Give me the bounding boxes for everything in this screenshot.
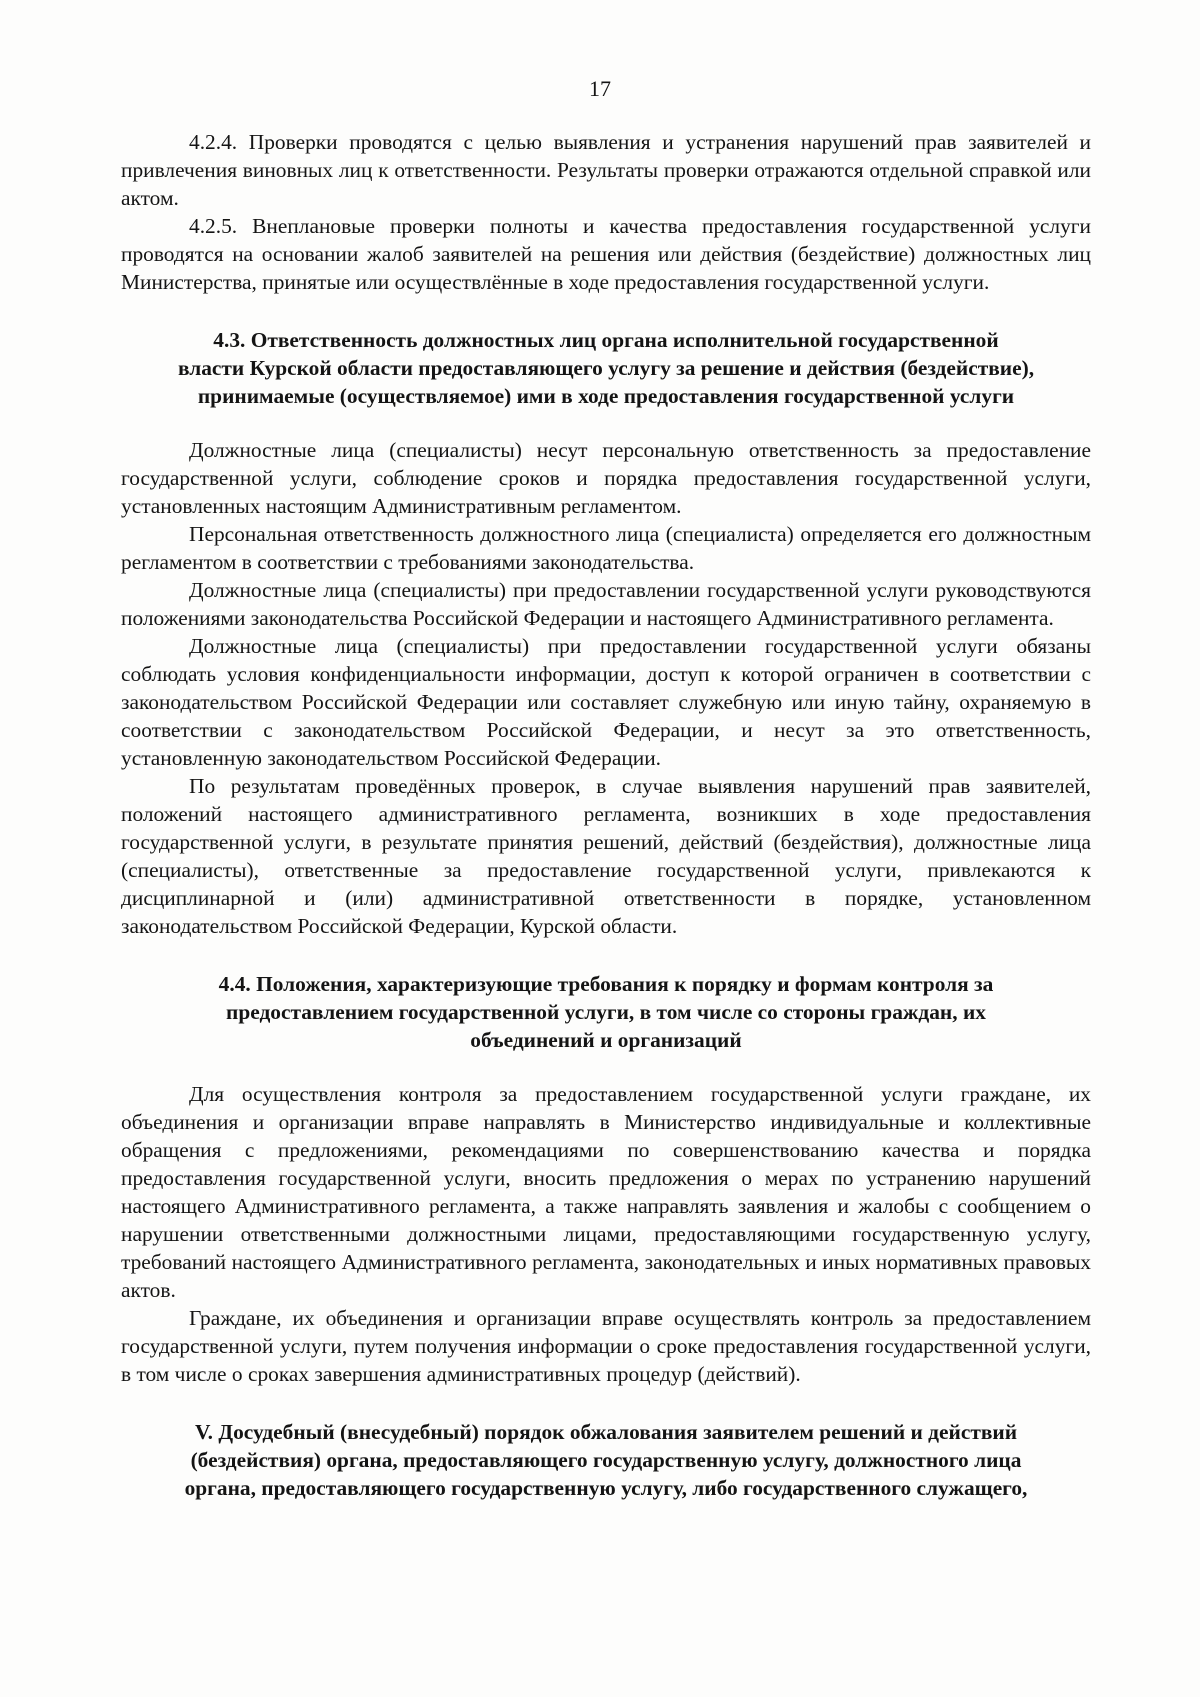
page-number: 17: [589, 76, 611, 101]
paragraph-4-2-5: 4.2.5. Внеплановые проверки полноты и качества предоставления государственной услуги проводятся на основании жалоб заявителей на решения или действия (бездействие) должностных лиц Министерства, принятые или осуществлённые в ходе предоставления государственной услуги.: [121, 214, 1091, 294]
paragraph-4-4-1: Для осуществления контроля за предоставлением государственной услуги граждане, их объединения и организации вправе направлять в Министерство индивидуальные и коллективные обращения с предложениями, рекомендациями по совершенствованию качества и порядка предоставления государственной услуги, вносить предложения о мерах по устранению нарушений настоящего Административного регламента, а также направлять заявления и жалобы с сообщением о нарушении ответственными должностными лицами, предоставляющими государственную услугу, требований настоящего Административного регламента, законодательных и иных нормативных правовых актов.: [121, 1082, 1091, 1302]
heading-line: (бездействия) органа, предоставляющего государственную услугу, должностного лица: [190, 1448, 1022, 1472]
section-5-heading: [121, 1418, 1091, 1502]
spacer: [121, 1054, 1091, 1080]
heading-line: предоставлением государственной услуги, в том числе со стороны граждан, их: [226, 1000, 986, 1024]
spacer: [121, 410, 1091, 436]
paragraph-4-2-4: 4.2.4. Проверки проводятся с целью выявления и устранения нарушений прав заявителей и привлечения виновных лиц к ответственности. Результаты проверки отражаются отдельной справкой или актом.: [121, 130, 1091, 210]
heading-line: объединений и организаций: [470, 1028, 742, 1052]
section-4-4-heading: [121, 970, 1091, 1054]
spacer: [121, 940, 1091, 970]
heading-line: органа, предоставляющего государственную услугу, либо государственного служащего,: [184, 1476, 1028, 1500]
spacer: [121, 296, 1091, 326]
heading-line: принимаемые (осуществляемое) ими в ходе предоставления государственной услуги: [197, 384, 1015, 408]
paragraph-4-3-5: По результатам проведённых проверок, в случае выявления нарушений прав заявителей, положений настоящего административного регламента, возникших в ходе предоставления государственной услуги, в результате принятия решений, действий (бездействия), должностные лица (специалисты), ответственные за предоставление государственной услуги, привлекаются к дисциплинарной и (или) административной ответственности в порядке, установленном законодательством Российской Федерации, Курской области.: [121, 774, 1091, 938]
heading-line: 4.4. Положения, характеризующие требования к порядку и формам контроля за: [218, 972, 994, 996]
spacer: [121, 1388, 1091, 1418]
document-body: [121, 128, 1091, 1502]
paragraph-4-3-1: Должностные лица (специалисты) несут персональную ответственность за предоставление государственной услуги, соблюдение сроков и порядка предоставления государственной услуги, установленных настоящим Административным регламентом.: [121, 438, 1091, 518]
heading-line: 4.3. Ответственность должностных лиц органа исполнительной государственной: [213, 328, 999, 352]
paragraph-4-3-4: Должностные лица (специалисты) при предоставлении государственной услуги обязаны соблюдать условия конфиденциальности информации, доступ к которой ограничен в соответствии с законодательством Российской Федерации или составляет служебную или иную тайну, охраняемую в соответствии с законодательством Российской Федерации, и несут за это ответственность, установленную законодательством Российской Федерации.: [121, 634, 1091, 770]
section-4-3-heading: [121, 326, 1091, 410]
heading-line: V. Досудебный (внесудебный) порядок обжалования заявителем решений и действий: [194, 1420, 1018, 1444]
paragraph-4-4-2: Граждане, их объединения и организации вправе осуществлять контроль за предоставлением государственной услуги, путем получения информации о сроке предоставления государственной услуги, в том числе о сроках завершения административных процедур (действий).: [121, 1306, 1091, 1386]
heading-line: власти Курской области предоставляющего услугу за решение и действия (бездействие),: [177, 356, 1035, 380]
paragraph-4-3-3: Должностные лица (специалисты) при предоставлении государственной услуги руководствуются положениями законодательства Российской Федерации и настоящего Административного регламента.: [121, 578, 1091, 630]
paragraph-4-3-2: Персональная ответственность должностного лица (специалиста) определяется его должностным регламентом в соответствии с требованиями законодательства.: [121, 522, 1091, 574]
